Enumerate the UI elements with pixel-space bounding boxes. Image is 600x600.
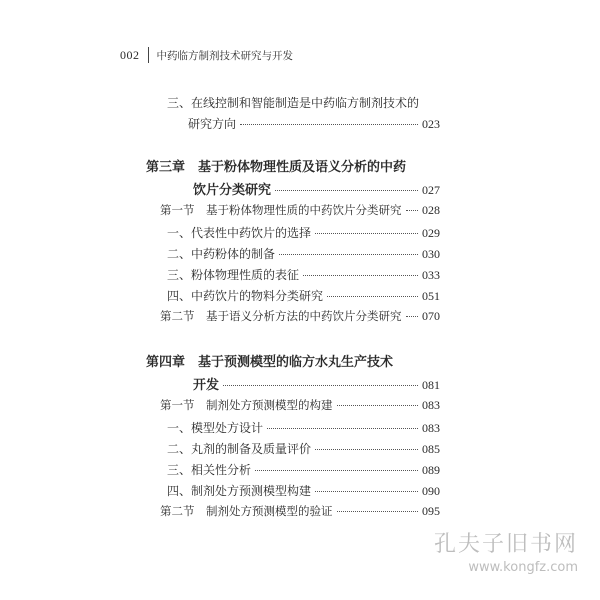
dot-leader <box>337 405 419 406</box>
chapter-heading <box>146 351 393 370</box>
toc-entry <box>167 224 440 241</box>
toc-page-number: 027 <box>422 183 440 197</box>
dot-leader <box>406 316 419 317</box>
chapter-heading <box>146 156 406 175</box>
toc-entry <box>167 440 440 457</box>
toc-entry <box>167 419 440 436</box>
section-entry <box>160 202 440 218</box>
chapter-heading-continued <box>193 374 440 393</box>
dot-leader <box>255 470 418 471</box>
dot-leader <box>406 210 419 211</box>
toc-page-number: 030 <box>422 247 440 261</box>
toc-entry-label: 四、制剂处方预测模型构建 <box>167 484 312 498</box>
toc-page-number: 051 <box>422 289 440 303</box>
watermark-url: www.kongfz.com <box>468 560 578 575</box>
toc-entry <box>167 287 440 304</box>
section-title: 第二节 基于语义分析方法的中药饮片分类研究 <box>160 309 402 323</box>
toc-page-number: 023 <box>422 117 440 131</box>
toc-entry-label: 三、相关性分析 <box>167 463 252 477</box>
section-entry <box>160 308 440 324</box>
toc-entry-label: 四、中药饮片的物料分类研究 <box>167 289 324 303</box>
toc-page-number: 083 <box>422 398 440 412</box>
toc-page-number: 089 <box>422 463 440 477</box>
toc-page-number: 081 <box>422 378 440 392</box>
dot-leader <box>267 428 418 429</box>
toc-page-number: 090 <box>422 484 440 498</box>
section-title: 第二节 制剂处方预测模型的验证 <box>160 504 333 518</box>
toc-entry-label: 研究方向 <box>188 117 237 131</box>
toc-entry-label: 一、模型处方设计 <box>167 421 264 435</box>
section-entry <box>160 397 440 413</box>
toc-entry-label: 二、中药粉体的制备 <box>167 247 276 261</box>
toc-entry <box>167 245 440 262</box>
chapter-title: 第三章 基于粉体物理性质及语义分析的中药 <box>146 160 407 175</box>
toc-entry-label: 三、粉体物理性质的表征 <box>167 268 300 282</box>
running-header <box>120 46 293 64</box>
toc-entry <box>167 461 440 478</box>
toc-page-number: 028 <box>422 203 440 217</box>
chapter-title: 开发 <box>193 378 220 393</box>
watermark-text: 孔夫子旧书网 <box>433 532 578 557</box>
watermark <box>434 527 578 575</box>
toc-page-number: 095 <box>422 504 440 518</box>
toc-entry-label: 二、丸剂的制备及质量评价 <box>167 442 312 456</box>
toc-entry-label: 三、在线控制和智能制造是中药临方制剂技术的 <box>167 96 420 110</box>
toc-entry <box>188 115 440 132</box>
dot-leader <box>223 385 418 386</box>
toc-page-number: 083 <box>422 421 440 435</box>
dot-leader <box>315 233 418 234</box>
toc-page-number: 070 <box>422 309 440 323</box>
toc-page-number: 085 <box>422 442 440 456</box>
dot-leader <box>337 511 419 512</box>
dot-leader <box>240 124 418 125</box>
section-entry <box>160 503 440 519</box>
dot-leader <box>279 254 418 255</box>
section-title: 第一节 制剂处方预测模型的构建 <box>160 398 333 412</box>
dot-leader <box>275 190 418 191</box>
dot-leader <box>315 449 418 450</box>
chapter-title: 第四章 基于预测模型的临方水丸生产技术 <box>146 355 394 370</box>
toc-entry-label: 一、代表性中药饮片的选择 <box>167 226 312 240</box>
toc-entry <box>167 266 440 283</box>
dot-leader <box>327 296 418 297</box>
book-title: 中药临方制剂技术研究与开发 <box>156 49 293 62</box>
chapter-heading-continued <box>193 179 440 198</box>
chapter-title: 饮片分类研究 <box>193 183 272 198</box>
header-divider <box>148 47 149 63</box>
section-title: 第一节 基于粉体物理性质的中药饮片分类研究 <box>160 203 402 217</box>
toc-page-number: 033 <box>422 268 440 282</box>
dot-leader <box>315 491 418 492</box>
page-number: 002 <box>120 47 140 62</box>
dot-leader <box>303 275 418 276</box>
toc-entry <box>167 482 440 499</box>
toc-entry <box>167 94 419 111</box>
toc-page-number: 029 <box>422 226 440 240</box>
